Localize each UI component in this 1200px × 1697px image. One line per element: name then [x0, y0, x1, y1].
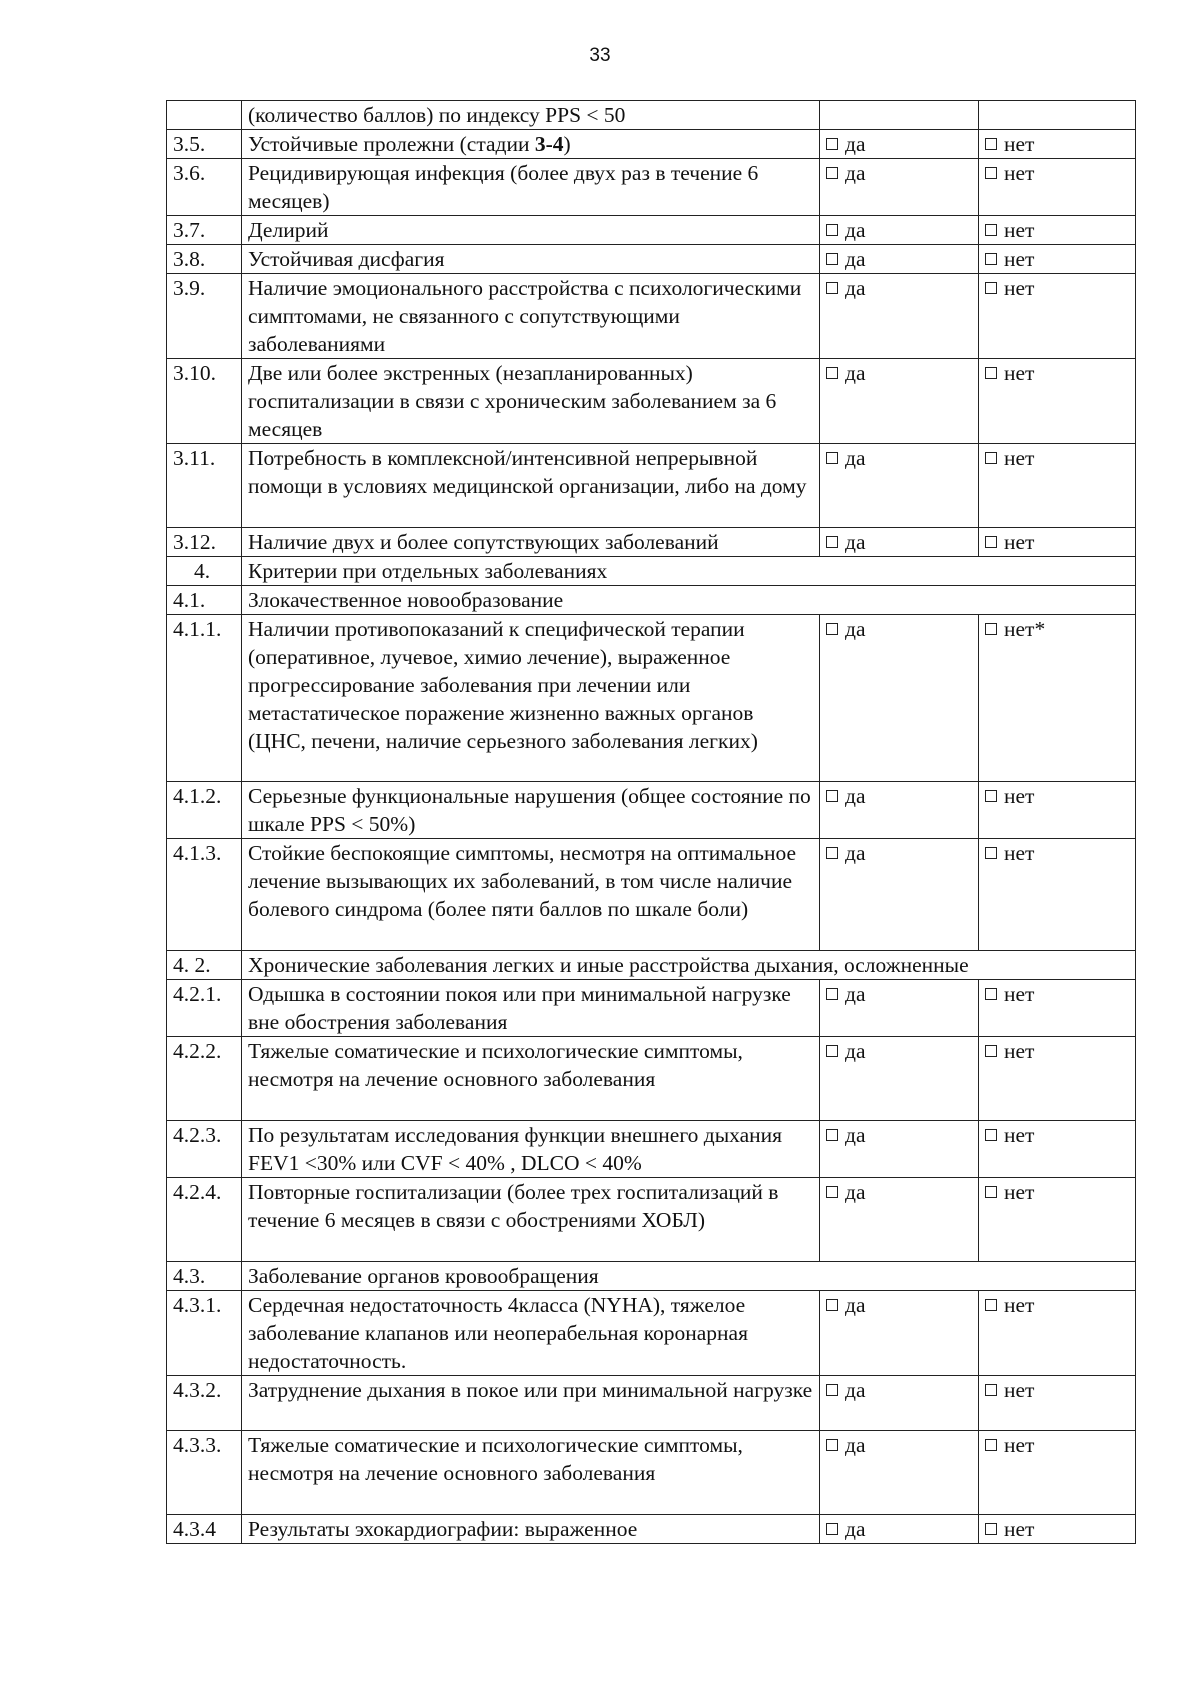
row-criterion: Наличие двух и более сопутствующих заболеваний — [242, 528, 820, 557]
table-row — [167, 1515, 1136, 1544]
row-criterion: Наличие эмоционального расстройства с психологическими симптомами, не связанного с сопутствующими заболеваниями — [242, 274, 820, 359]
option-no[interactable]: нет* — [979, 615, 1136, 782]
checkbox-icon[interactable] — [826, 1523, 838, 1535]
empty-cell — [820, 101, 979, 130]
row-number: 4.1.1. — [167, 615, 242, 782]
row-number — [167, 101, 242, 130]
page-number: 33 — [589, 45, 611, 66]
checkbox-icon[interactable] — [985, 1523, 997, 1535]
row-criterion: Серьезные функциональные нарушения (общее состояние по шкале PPS < 50%) — [242, 782, 820, 839]
row-number: 3.7. — [167, 216, 242, 245]
option-yes[interactable]: да — [820, 245, 979, 274]
option-no[interactable]: нет — [979, 444, 1136, 528]
checkbox-icon[interactable] — [985, 167, 997, 179]
empty-cell — [979, 101, 1136, 130]
checkbox-icon[interactable] — [826, 253, 838, 265]
checkbox-icon[interactable] — [826, 282, 838, 294]
option-yes[interactable]: да — [820, 359, 979, 444]
row-number: 3.10. — [167, 359, 242, 444]
table-row — [167, 274, 1136, 359]
checkbox-icon[interactable] — [826, 167, 838, 179]
row-number: 3.12. — [167, 528, 242, 557]
option-yes[interactable]: да — [820, 1515, 979, 1544]
section-title: Заболевание органов кровообращения — [242, 1262, 1136, 1291]
row-number: 4.2.3. — [167, 1121, 242, 1178]
row-criterion: Рецидивирующая инфекция (более двух раз в течение 6 месяцев) — [242, 159, 820, 216]
checkbox-icon[interactable] — [985, 1045, 997, 1057]
table-row — [167, 980, 1136, 1037]
checkbox-icon[interactable] — [826, 1299, 838, 1311]
section-row — [167, 557, 1136, 586]
option-yes[interactable]: да — [820, 1121, 979, 1178]
checkbox-icon[interactable] — [985, 1299, 997, 1311]
checkbox-icon[interactable] — [985, 1186, 997, 1198]
checkbox-icon[interactable] — [985, 367, 997, 379]
table-row — [167, 782, 1136, 839]
row-number: 3.9. — [167, 274, 242, 359]
checkbox-icon[interactable] — [985, 847, 997, 859]
option-no[interactable]: нет — [979, 1121, 1136, 1178]
row-criterion: Тяжелые соматические и психологические симптомы, несмотря на лечение основного заболевания — [242, 1431, 820, 1515]
table-row — [167, 159, 1136, 216]
section-row — [167, 951, 1136, 980]
row-criterion: (количество баллов) по индексу PPS < 50 — [242, 101, 820, 130]
option-yes[interactable]: да — [820, 444, 979, 528]
checkbox-icon[interactable] — [985, 224, 997, 236]
table-row — [167, 101, 1136, 130]
section-number: 4.1. — [167, 586, 242, 615]
option-no[interactable]: нет — [979, 159, 1136, 216]
option-no[interactable]: нет — [979, 216, 1136, 245]
checkbox-icon[interactable] — [826, 138, 838, 150]
row-criterion: Наличии противопоказаний к специфической терапии (оперативное, лучевое, химио лечение), выраженное прогрессирование заболевания при лечении или метастатическое поражение жизненно важных органов (ЦНС, печени, наличие серьезного заболевания легких) — [242, 615, 820, 782]
checkbox-icon[interactable] — [826, 367, 838, 379]
table-row — [167, 1178, 1136, 1262]
checkbox-icon[interactable] — [985, 536, 997, 548]
checkbox-icon[interactable] — [826, 536, 838, 548]
option-no[interactable]: нет — [979, 839, 1136, 951]
checkbox-icon[interactable] — [826, 1186, 838, 1198]
checkbox-icon[interactable] — [985, 1439, 997, 1451]
table-row — [167, 1291, 1136, 1376]
row-number: 3.8. — [167, 245, 242, 274]
section-row — [167, 1262, 1136, 1291]
section-title: Злокачественное новообразование — [242, 586, 1136, 615]
table-row — [167, 245, 1136, 274]
row-number: 4.2.4. — [167, 1178, 242, 1262]
table-row — [167, 444, 1136, 528]
row-number: 4.1.3. — [167, 839, 242, 951]
row-criterion: Устойчивые пролежни (стадии 3-4) — [242, 130, 820, 159]
section-number: 4.3. — [167, 1262, 242, 1291]
checkbox-icon[interactable] — [985, 790, 997, 802]
row-criterion: Устойчивая дисфагия — [242, 245, 820, 274]
row-number: 4.2.1. — [167, 980, 242, 1037]
row-number: 4.1.2. — [167, 782, 242, 839]
table-row — [167, 528, 1136, 557]
option-yes[interactable]: да — [820, 839, 979, 951]
row-criterion: Делирий — [242, 216, 820, 245]
option-yes[interactable]: да — [820, 1291, 979, 1376]
row-number: 3.6. — [167, 159, 242, 216]
option-yes[interactable]: да — [820, 1376, 979, 1431]
checkbox-icon[interactable] — [985, 138, 997, 150]
option-no[interactable]: нет — [979, 130, 1136, 159]
option-yes[interactable]: да — [820, 782, 979, 839]
option-yes[interactable]: да — [820, 528, 979, 557]
checkbox-icon[interactable] — [826, 224, 838, 236]
option-yes[interactable]: да — [820, 130, 979, 159]
checkbox-icon[interactable] — [985, 253, 997, 265]
option-yes[interactable]: да — [820, 216, 979, 245]
checkbox-icon[interactable] — [985, 282, 997, 294]
option-no[interactable]: нет — [979, 274, 1136, 359]
option-no[interactable]: нет — [979, 1037, 1136, 1121]
checkbox-icon[interactable] — [985, 1129, 997, 1141]
checkbox-icon[interactable] — [826, 623, 838, 635]
checkbox-icon[interactable] — [826, 1129, 838, 1141]
checkbox-icon[interactable] — [826, 452, 838, 464]
row-criterion: Сердечная недостаточность 4класса (NYHA), тяжелое заболевание клапанов или неоперабельная коронарная недостаточность. — [242, 1291, 820, 1376]
section-row — [167, 586, 1136, 615]
checkbox-icon[interactable] — [826, 1045, 838, 1057]
section-title: Критерии при отдельных заболеваниях — [242, 557, 1136, 586]
option-yes[interactable]: да — [820, 980, 979, 1037]
option-yes[interactable]: да — [820, 159, 979, 216]
row-number: 3.11. — [167, 444, 242, 528]
table-row — [167, 839, 1136, 951]
row-criterion: По результатам исследования функции внешнего дыхания FEV1 <30% или CVF < 40% , DLCO < 40% — [242, 1121, 820, 1178]
section-number: 4. 2. — [167, 951, 242, 980]
table-row — [167, 615, 1136, 782]
option-no[interactable]: нет — [979, 782, 1136, 839]
table-row — [167, 1121, 1136, 1178]
option-yes[interactable]: да — [820, 274, 979, 359]
checkbox-icon[interactable] — [985, 1384, 997, 1396]
checkbox-icon[interactable] — [826, 988, 838, 1000]
row-number: 4.3.3. — [167, 1431, 242, 1515]
table-row — [167, 216, 1136, 245]
table-row — [167, 1431, 1136, 1515]
criteria-table — [166, 100, 1136, 1544]
section-title: Хронические заболевания легких и иные расстройства дыхания, осложненные — [242, 951, 1136, 980]
option-yes[interactable]: да — [820, 1037, 979, 1121]
row-criterion: Тяжелые соматические и психологические симптомы, несмотря на лечение основного заболевания — [242, 1037, 820, 1121]
option-no[interactable]: нет — [979, 245, 1136, 274]
option-no[interactable]: нет — [979, 980, 1136, 1037]
option-no[interactable]: нет — [979, 1178, 1136, 1262]
option-no[interactable]: нет — [979, 1291, 1136, 1376]
option-yes[interactable]: да — [820, 615, 979, 782]
table-row — [167, 1037, 1136, 1121]
checkbox-icon[interactable] — [985, 623, 997, 635]
row-criterion: Затруднение дыхания в покое или при минимальной нагрузке — [242, 1376, 820, 1431]
row-criterion: Потребность в комплексной/интенсивной непрерывной помощи в условиях медицинской организации, либо на дому — [242, 444, 820, 528]
row-number: 3.5. — [167, 130, 242, 159]
row-number: 4.3.2. — [167, 1376, 242, 1431]
row-number: 4.2.2. — [167, 1037, 242, 1121]
checkbox-icon[interactable] — [826, 1439, 838, 1451]
option-no[interactable]: нет — [979, 359, 1136, 444]
row-number: 4.3.4 — [167, 1515, 242, 1544]
option-no[interactable]: нет — [979, 1376, 1136, 1431]
option-no[interactable]: нет — [979, 528, 1136, 557]
table-row — [167, 359, 1136, 444]
option-yes[interactable]: да — [820, 1431, 979, 1515]
option-no[interactable]: нет — [979, 1431, 1136, 1515]
table-row — [167, 130, 1136, 159]
option-yes[interactable]: да — [820, 1178, 979, 1262]
option-no[interactable]: нет — [979, 1515, 1136, 1544]
table-row — [167, 1376, 1136, 1431]
checkbox-icon[interactable] — [985, 988, 997, 1000]
checkbox-icon[interactable] — [826, 847, 838, 859]
checkbox-icon[interactable] — [826, 790, 838, 802]
row-number: 4.3.1. — [167, 1291, 242, 1376]
row-criterion: Две или более экстренных (незапланированных) госпитализации в связи с хроническим заболеванием за 6 месяцев — [242, 359, 820, 444]
row-criterion: Результаты эхокардиографии: выраженное — [242, 1515, 820, 1544]
section-number: 4. — [167, 557, 242, 586]
checkbox-icon[interactable] — [985, 452, 997, 464]
row-criterion: Одышка в состоянии покоя или при минимальной нагрузке вне обострения заболевания — [242, 980, 820, 1037]
row-criterion: Повторные госпитализации (более трех госпитализаций в течение 6 месяцев в связи с обострениями ХОБЛ) — [242, 1178, 820, 1262]
row-criterion: Стойкие беспокоящие симптомы, несмотря на оптимальное лечение вызывающих их заболеваний, в том числе наличие болевого синдрома (более пяти баллов по шкале боли) — [242, 839, 820, 951]
checkbox-icon[interactable] — [826, 1384, 838, 1396]
